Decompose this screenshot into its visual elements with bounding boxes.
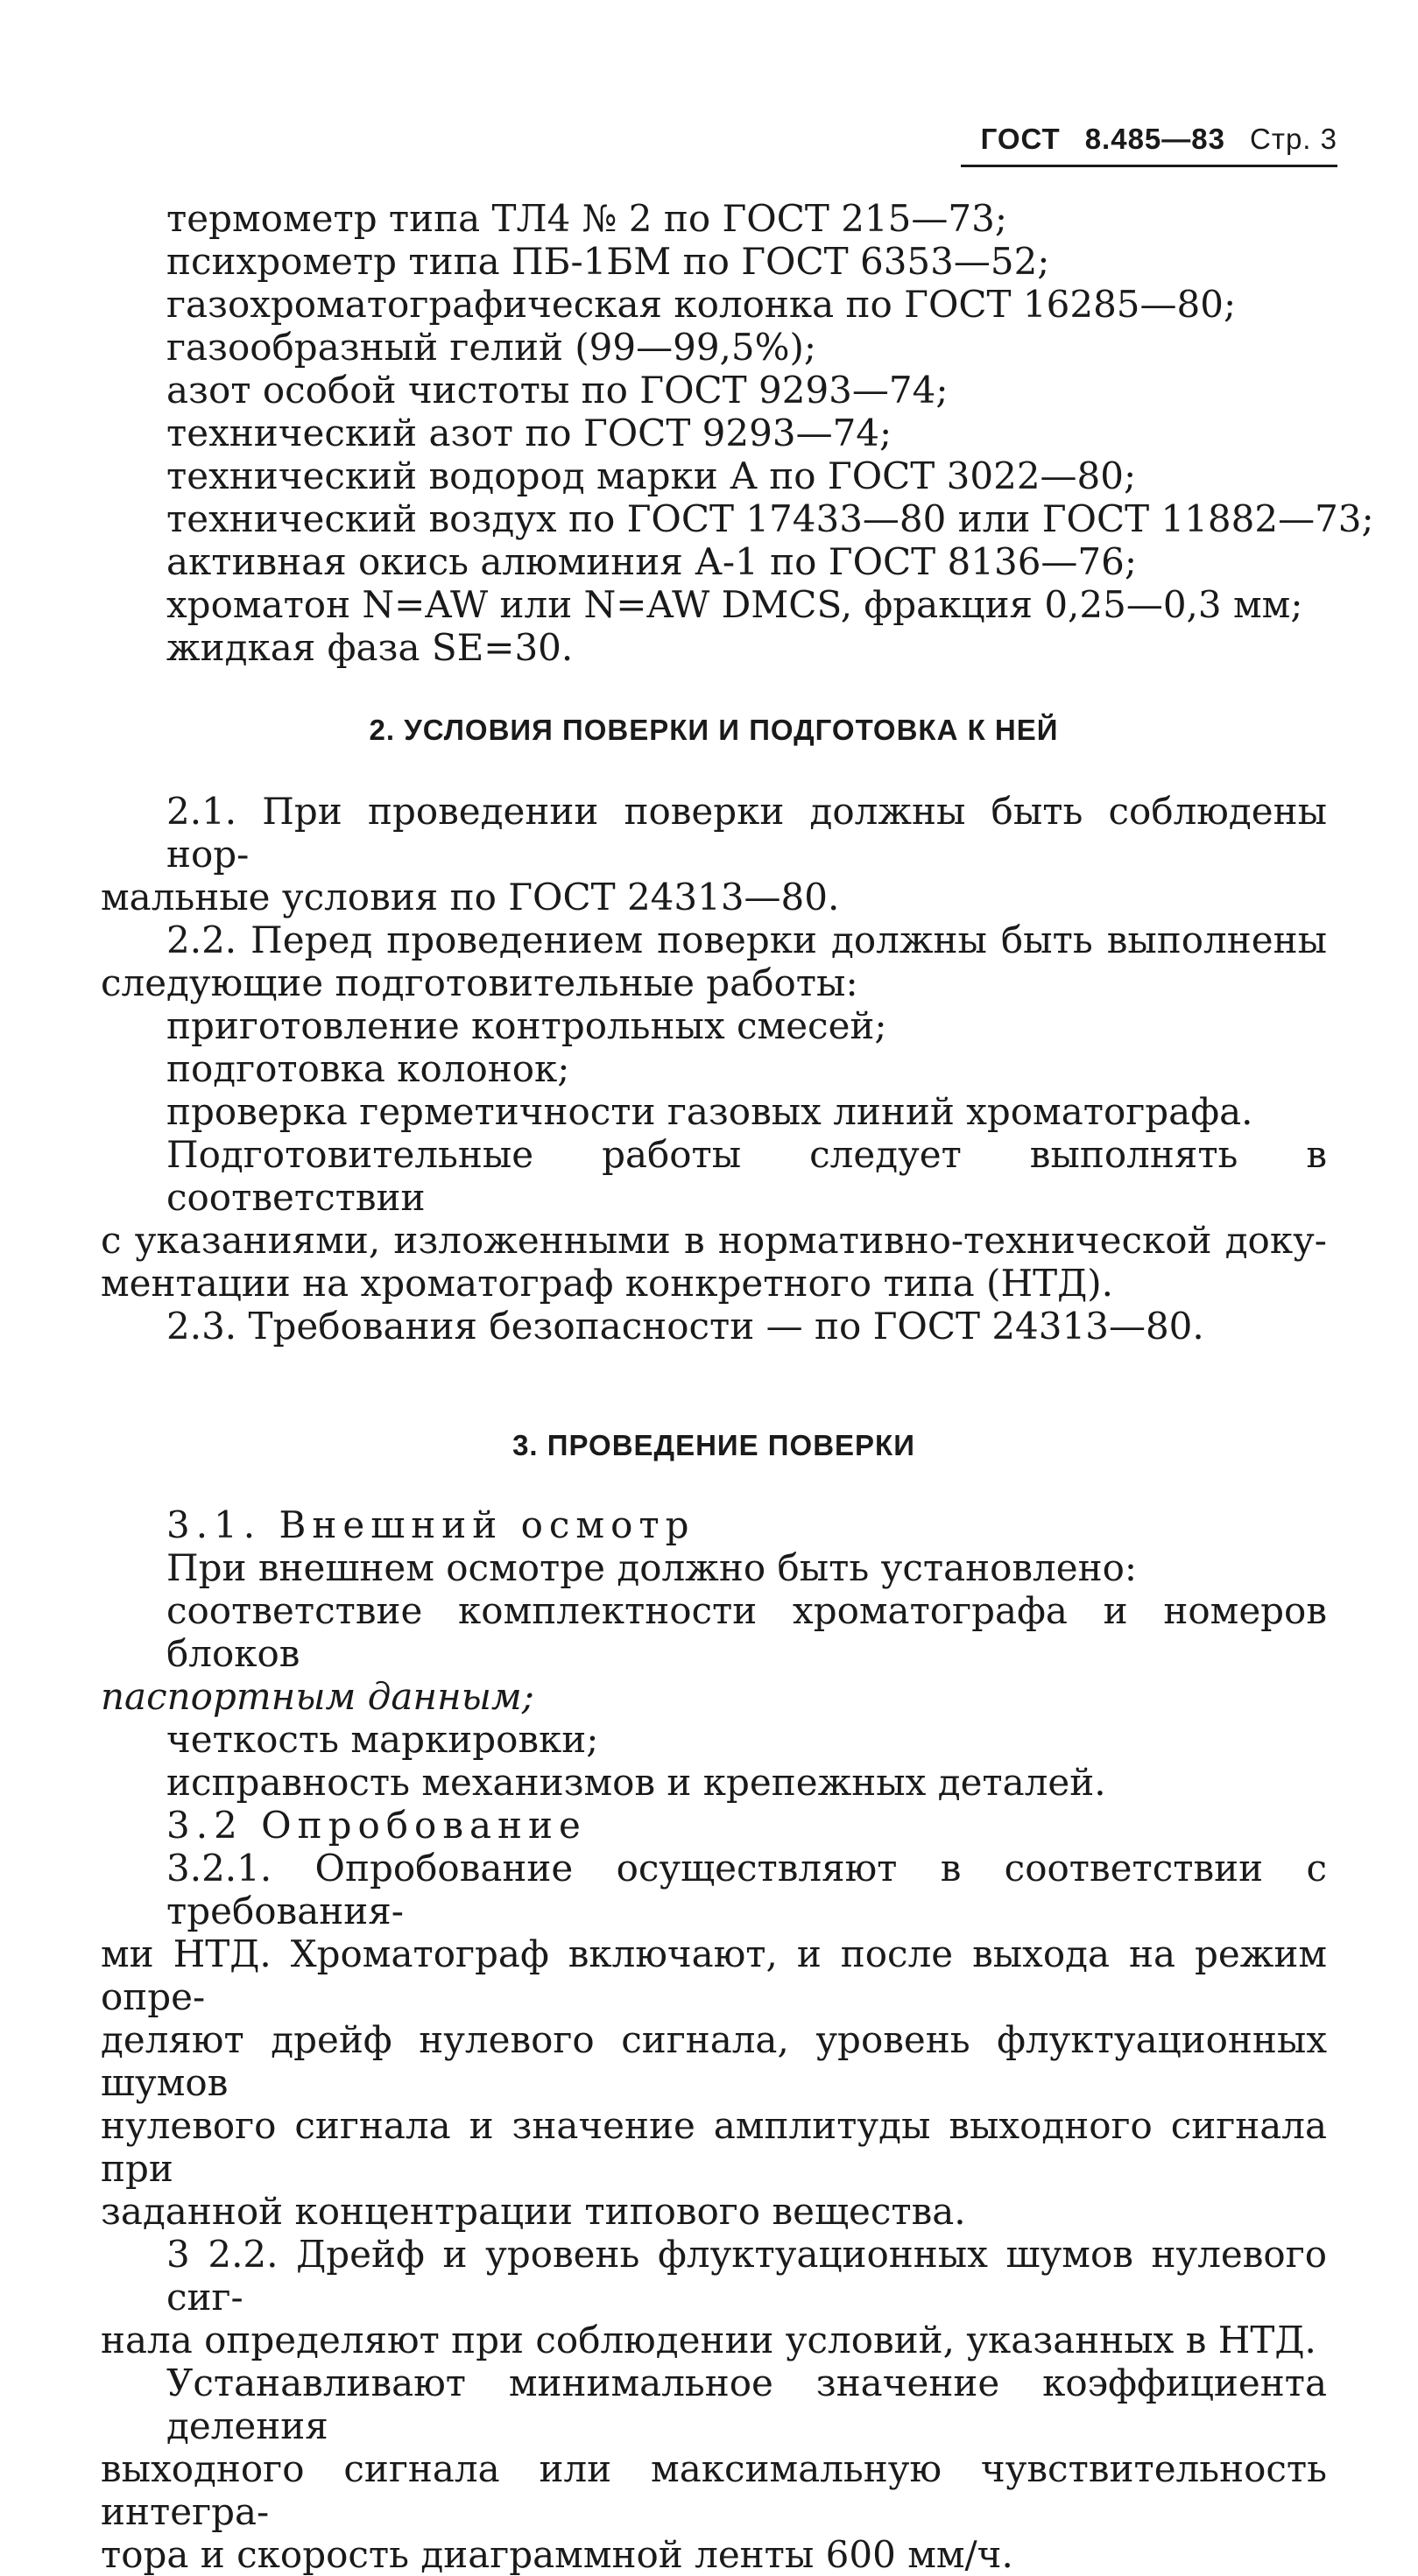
- header-number: 8.485—83: [1084, 123, 1225, 155]
- materials-list: [101, 197, 1374, 669]
- subsection-title: 3.1. Внешний осмотр: [166, 1503, 695, 1546]
- text-line: мальные условия по ГОСТ 24313—80.: [101, 876, 840, 918]
- header-rule: [961, 165, 1337, 167]
- text-line: паспортным данным;: [101, 1675, 534, 1718]
- list-item: технический водород марки А по ГОСТ 3022—80;: [166, 454, 1137, 497]
- text-line: заданной концентрации типового вещества.: [101, 2190, 966, 2233]
- text-line: 2.1. При проведении поверки должны быть соблюдены нор-: [166, 790, 1327, 876]
- text-line: проверка герметичности газовых линий хроматографа.: [166, 1090, 1253, 1133]
- text-line: приготовление контрольных смесей;: [166, 1004, 887, 1047]
- text-line: При внешнем осмотре должно быть установлено:: [166, 1546, 1138, 1589]
- text-line: тора и скорость диаграммной ленты 600 мм/ч.: [101, 2533, 1013, 2576]
- text-line: 2.3. Требования безопасности — по ГОСТ 24313—80.: [166, 1305, 1204, 1348]
- header-page: Стр. 3: [1250, 123, 1337, 155]
- section-2-body: [101, 790, 1327, 1348]
- list-item: хроматон N=AW или N=AW DMCS, фракция 0,25—0,3 мм;: [166, 583, 1303, 626]
- text-line: ми НТД. Хроматограф включают, и после выхода на режим опре-: [101, 1932, 1327, 2018]
- document-body: [101, 197, 1374, 2576]
- text-line: нулевого сигнала и значение амплитуды выходного сигнала при: [101, 2104, 1327, 2190]
- text-line: с указаниями, изложенными в нормативно-технической доку-: [101, 1219, 1327, 1262]
- list-item: жидкая фаза SE=30.: [166, 626, 574, 669]
- text-line: Подготовительные работы следует выполнять в соответствии: [166, 1133, 1327, 1219]
- section-3-body: [101, 1503, 1327, 2576]
- list-item: технический азот по ГОСТ 9293—74;: [166, 412, 892, 454]
- text-line: ментации на хроматограф конкретного типа (НТД).: [101, 1262, 1113, 1305]
- list-item: термометр типа ТЛ4 № 2 по ГОСТ 215—73;: [166, 197, 1007, 240]
- text-line: нала определяют при соблюдении условий, указанных в НТД.: [101, 2319, 1316, 2361]
- text-line: исправность механизмов и крепежных деталей.: [166, 1761, 1106, 1804]
- list-item: газообразный гелий (99—99,5%);: [166, 326, 817, 369]
- text-line: четкость маркировки;: [166, 1718, 599, 1761]
- header-standard: ГОСТ: [980, 123, 1061, 155]
- text-line: Устанавливают минимальное значение коэффициента деления: [166, 2361, 1327, 2447]
- page-header: [981, 123, 1337, 156]
- list-item: газохроматографическая колонка по ГОСТ 16285—80;: [166, 283, 1237, 326]
- text-line: 3 2.2. Дрейф и уровень флуктуационных шумов нулевого сиг-: [166, 2233, 1327, 2319]
- list-item: активная окись алюминия А-1 по ГОСТ 8136—76;: [166, 540, 1138, 583]
- text-line: выходного сигнала или максимальную чувствительность интегра-: [101, 2447, 1327, 2533]
- list-item: азот особой чистоты по ГОСТ 9293—74;: [166, 369, 949, 412]
- list-item: психрометр типа ПБ-1БМ по ГОСТ 6353—52;: [166, 240, 1050, 283]
- list-item: технический воздух по ГОСТ 17433—80 или ГОСТ 11882—73;: [166, 497, 1374, 540]
- text-line: деляют дрейф нулевого сигнала, уровень флуктуационных шумов: [101, 2018, 1327, 2104]
- text-line: подготовка колонок;: [166, 1047, 570, 1090]
- subsection-title: 3.2 Опробование: [166, 1804, 587, 1847]
- text-line: 2.2. Перед проведением поверки должны быть выполнены: [166, 918, 1327, 961]
- section-2-title: 2. УСЛОВИЯ ПОВЕРКИ И ПОДГОТОВКА К НЕЙ: [369, 714, 1059, 746]
- text-line: 3.2.1. Опробование осуществляют в соответствии с требования-: [166, 1847, 1327, 1932]
- text-line: соответствие комплектности хроматографа и номеров блоков: [166, 1589, 1327, 1675]
- section-3-title: 3. ПРОВЕДЕНИЕ ПОВЕРКИ: [512, 1429, 915, 1461]
- text-line: следующие подготовительные работы:: [101, 961, 858, 1004]
